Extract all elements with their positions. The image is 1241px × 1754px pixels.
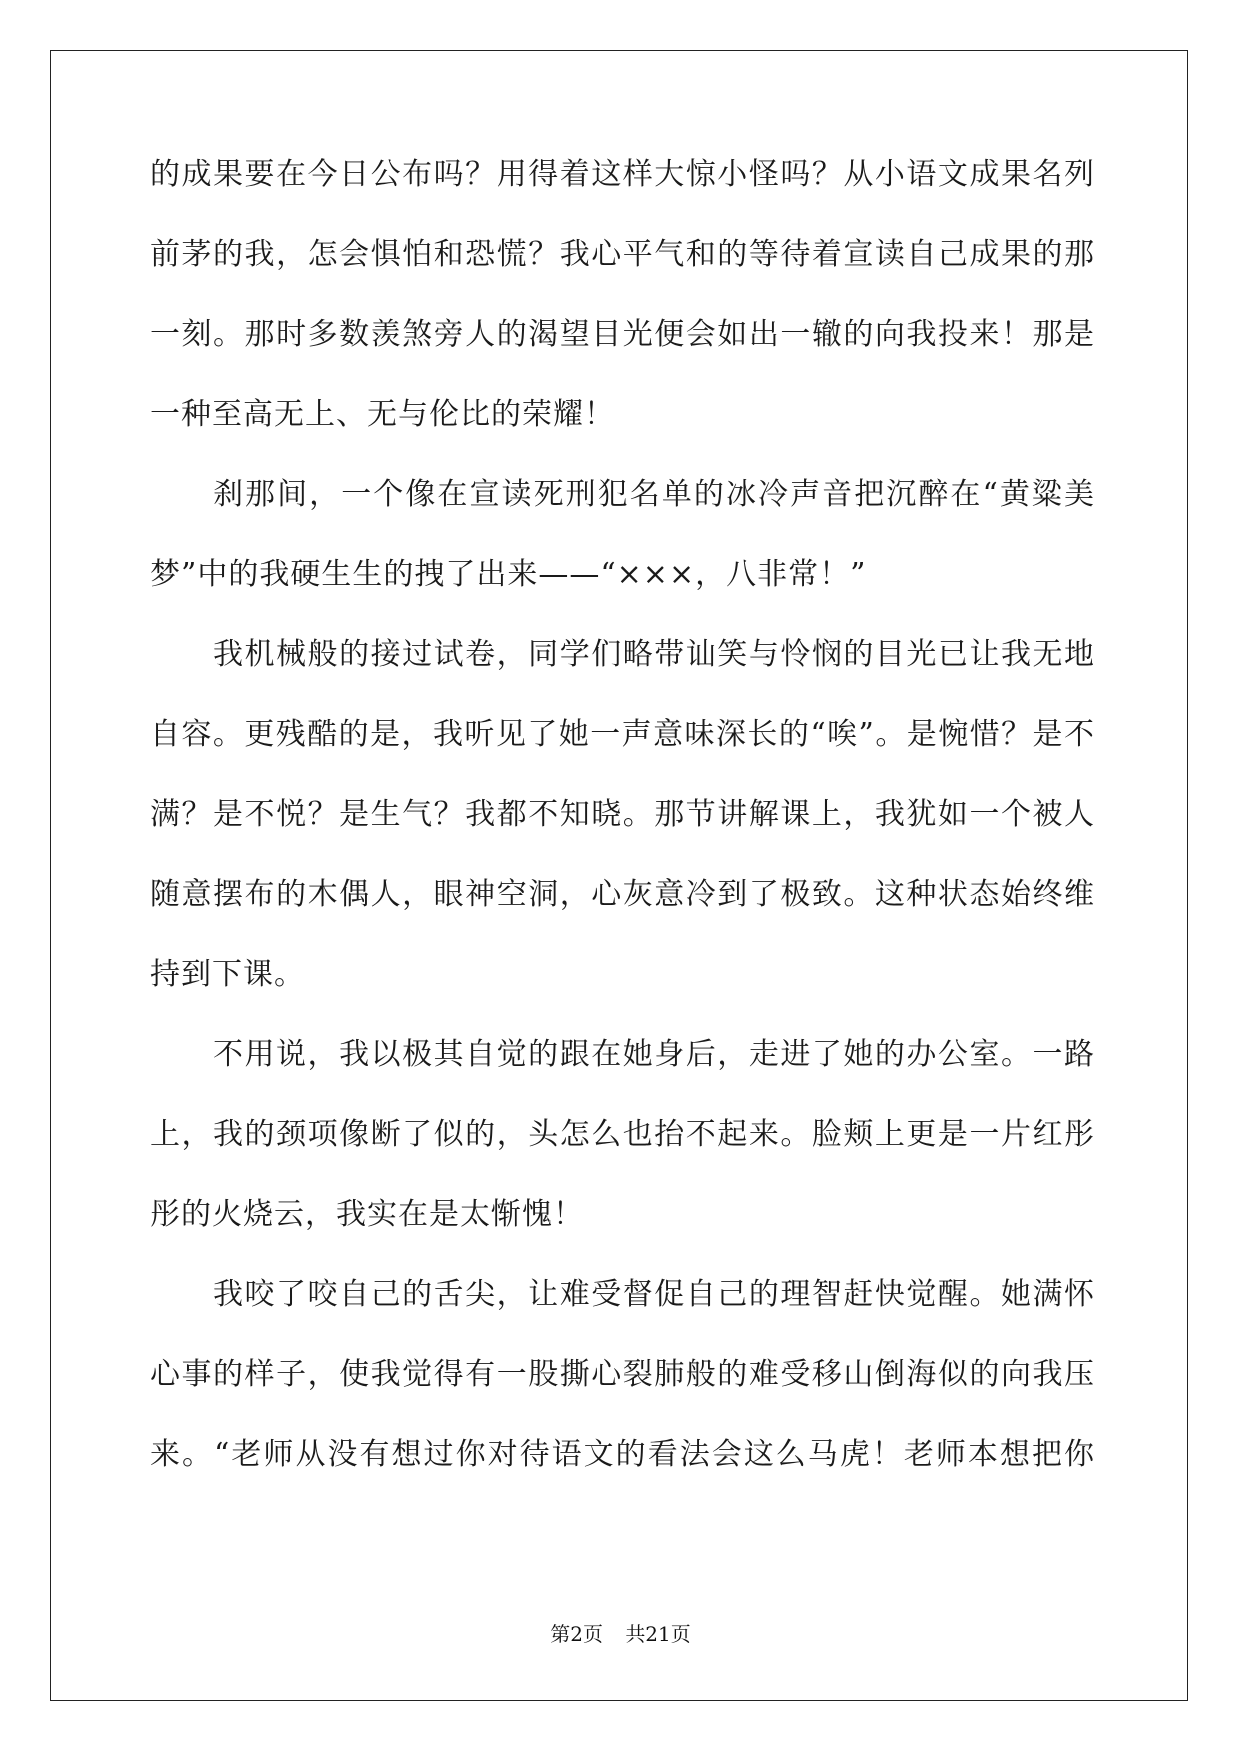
text-line-content: 随意摆布的木偶人，眼神空洞，心灰意冷到了极致。这种状态始终维: [150, 877, 1095, 912]
text-line-content: 我机械般的接过试卷，同学们略带讪笑与怜悯的目光已让我无地: [213, 637, 1095, 672]
page-total: 共21页: [625, 1622, 691, 1646]
text-line-content: 心事的样子，使我觉得有一股撕心裂肺般的难受移山倒海似的向我压: [150, 1357, 1095, 1392]
text-line: [150, 1195, 1095, 1275]
text-line: [150, 555, 1095, 635]
text-line-content: 不用说，我以极其自觉的跟在她身后，走进了她的办公室。一路: [213, 1037, 1095, 1072]
text-line: [150, 715, 1095, 795]
text-line-content: 来。“老师从没有想过你对待语文的看法会这么马虎！老师本想把你: [150, 1437, 1095, 1472]
text-line: [150, 795, 1095, 875]
text-line-content: 上，我的颈项像断了似的，头怎么也抬不起来。脸颊上更是一片红彤: [150, 1117, 1095, 1152]
text-line: [150, 1275, 1095, 1355]
text-line: [150, 1355, 1095, 1435]
text-line-content: 一刻。那时多数羡煞旁人的渴望目光便会如出一辙的向我投来！那是: [150, 317, 1095, 352]
page-footer: [0, 1618, 1241, 1647]
text-line-content: 彤的火烧云，我实在是太惭愧！: [150, 1197, 584, 1232]
text-line-content: 前茅的我，怎会惧怕和恐慌？我心平气和的等待着宣读自己成果的那: [150, 237, 1095, 272]
text-line-content: 我咬了咬自己的舌尖，让难受督促自己的理智赶快觉醒。她满怀: [213, 1277, 1095, 1312]
text-line-content: 一种至高无上、无与伦比的荣耀！: [150, 397, 615, 432]
text-line-content: 持到下课。: [150, 957, 305, 992]
text-line: [150, 395, 1095, 475]
text-line-content: 满？是不悦？是生气？我都不知晓。那节讲解课上，我犹如一个被人: [150, 797, 1095, 832]
text-line: [150, 1115, 1095, 1195]
text-line-content: 刹那间，一个像在宣读死刑犯名单的冰冷声音把沉醉在“黄粱美: [213, 477, 1095, 512]
page-number: 第2页: [550, 1622, 603, 1646]
text-line: [150, 875, 1095, 955]
text-line: [150, 955, 1095, 1035]
text-line: [150, 635, 1095, 715]
text-line: [150, 155, 1095, 235]
text-line: [150, 235, 1095, 315]
text-line-content: 的成果要在今日公布吗？用得着这样大惊小怪吗？从小语文成果名列: [150, 157, 1095, 192]
text-line: [150, 1035, 1095, 1115]
document-body: [150, 155, 1095, 1515]
text-line: [150, 1435, 1095, 1515]
text-line-content: 梦”中的我硬生生的拽了出来——“×××，八非常！”: [150, 557, 867, 592]
text-line: [150, 315, 1095, 395]
text-line: [150, 475, 1095, 555]
text-line-content: 自容。更残酷的是，我听见了她一声意味深长的“唉”。是惋惜？是不: [150, 717, 1095, 752]
